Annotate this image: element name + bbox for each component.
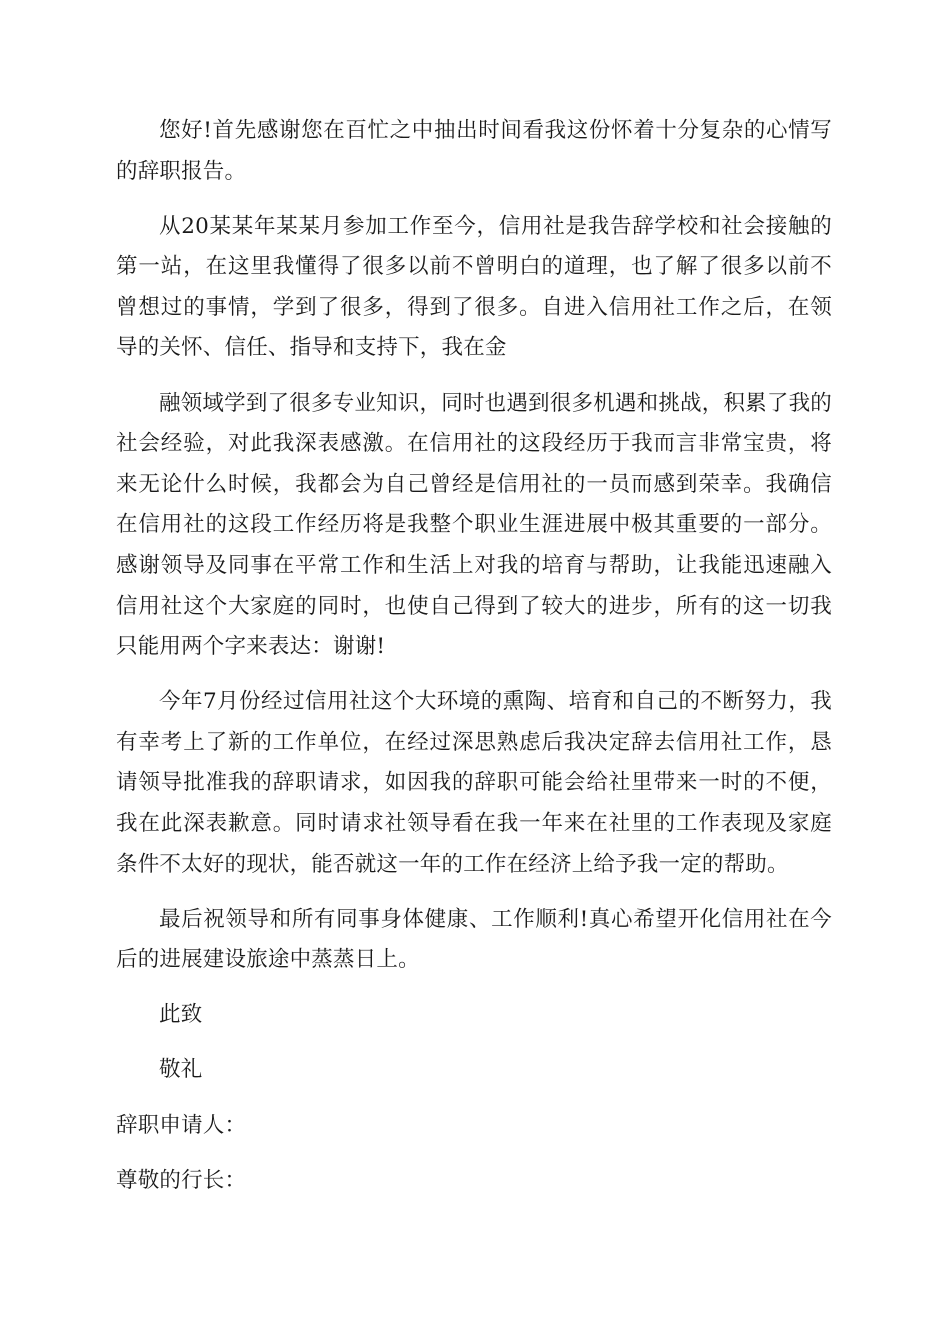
paragraph-gratitude: 融领域学到了很多专业知识，同时也遇到很多机遇和挑战，积累了我的社会经验，对此我深表感激。在信用社的这段经历于我而言非常宝贵，将来无论什么时候，我都会为自己曾经是信用社的一员而感到荣幸。我确信在信用社的这段工作经历将是我整个职业生涯进展中极其重要的一部分。感谢领导及同事在平常工作和生活上对我的培育与帮助，让我能迅速融入信用社这个大家庭的同时，也使自己得到了较大的进步，所有的这一切我只能用两个字来表达：谢谢! [116,390,832,660]
salutation: 尊敬的行长： [116,1167,247,1193]
closing-jingli: 敬礼 [159,1057,203,1083]
applicant-label: 辞职申请人： [116,1112,247,1138]
letter-body [116,111,832,1216]
paragraph-resignation-reason: 今年7月份经过信用社这个大环境的熏陶、培育和自己的不断努力，我有幸考上了新的工作单位，在经过深思熟虑后我决定辞去信用社工作，恳请领导批准我的辞职请求，如因我的辞职可能会给社里带来一时的不便，我在此深表歉意。同时请求社领导看在我一年来在社里的工作表现及家庭条件不太好的现状，能否就这一年的工作在经济上给予我一定的帮助。 [116,689,832,877]
paragraph-best-wishes: 最后祝领导和所有同事身体健康、工作顺利!真心希望开化信用社在今后的进展建设旅途中蒸蒸日上。 [116,906,832,973]
paragraph-greeting: 您好!首先感谢您在百忙之中抽出时间看我这份怀着十分复杂的心情写的辞职报告。 [116,118,832,184]
closing-cizhi: 此致 [159,1002,203,1028]
paragraph-work-history: 从20某某年某某月参加工作至今，信用社是我告辞学校和社会接触的第一站，在这里我懂得了很多以前不曾明白的道理，也了解了很多以前不曾想过的事情，学到了很多，得到了很多。自进入信用社工作之后，在领导的关怀、信任、指导和支持下，我在金 [116,213,832,361]
